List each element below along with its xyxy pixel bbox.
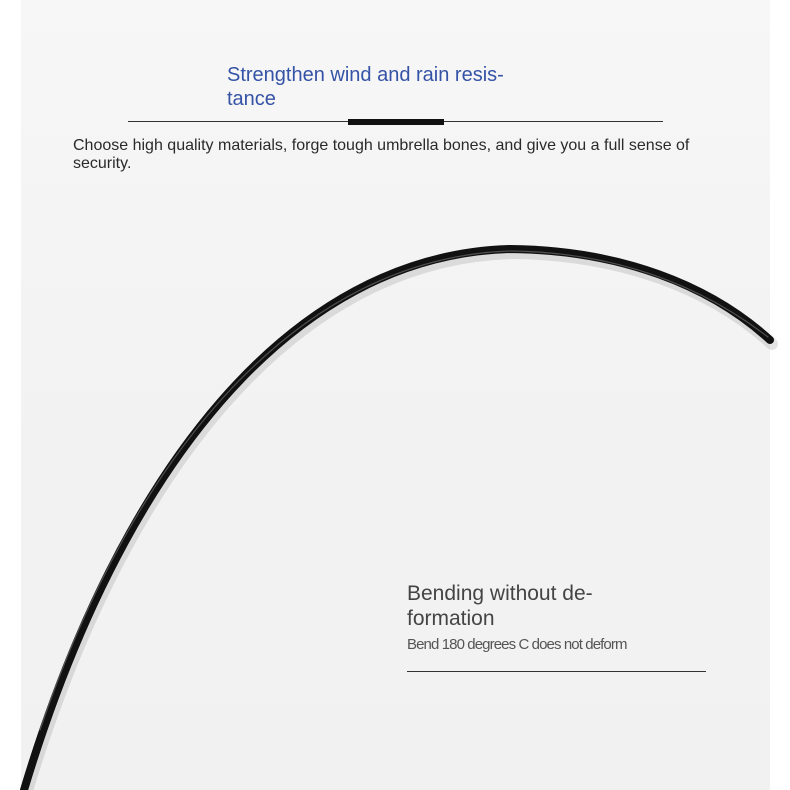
feature-subtitle: Bend 180 degrees C does not deform [407, 636, 627, 653]
umbrella-rib-highlight [40, 251, 768, 730]
section-description: Choose high quality materials, forge tough umbrella bones, and give you a full sense of security. [73, 137, 690, 172]
feature-divider [407, 671, 706, 672]
feature-title: Bending without de- formation [407, 582, 593, 630]
umbrella-rib-wire [24, 249, 770, 790]
section-heading: Strengthen wind and rain resis- tance [227, 64, 504, 110]
